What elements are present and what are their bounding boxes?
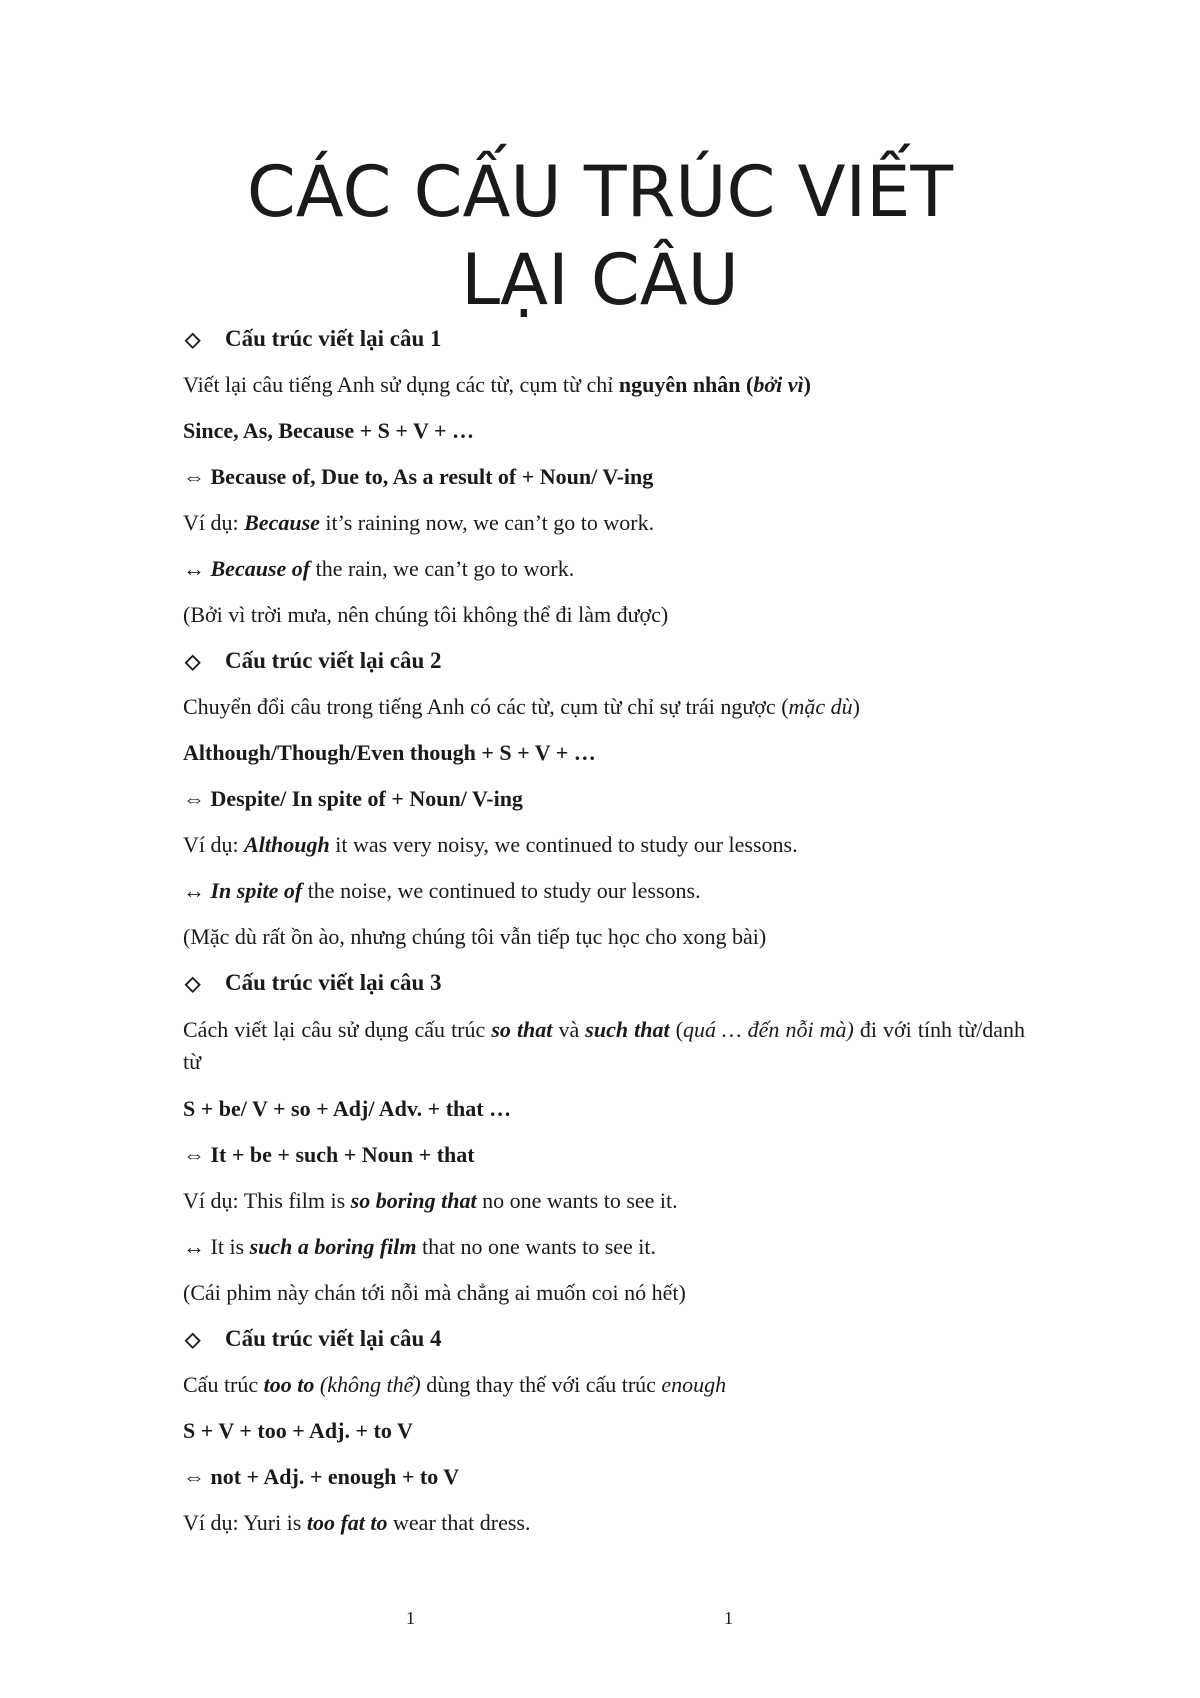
- example-sentence: Ví dụ: This film is so boring that no one wants to see it.: [183, 1188, 678, 1213]
- formula-line: Since, As, Because + S + V + …: [183, 418, 475, 443]
- section-heading: ◇ Cấu trúc viết lại câu 3: [183, 968, 1025, 998]
- rewritten-sentence: ↔ In spite of the noise, we continued to study our lessons.: [183, 878, 701, 903]
- diamond-bullet-icon: ◇: [185, 973, 201, 995]
- section-description: Cách viết lại câu sử dụng cấu trúc so that và such that (quá … đến nỗi mà) đi với tính từ/danh từ: [183, 1017, 1026, 1074]
- formula-line: S + V + too + Adj. + to V: [183, 1418, 413, 1443]
- formula-equivalent: ⇔ Because of, Due to, As a result of + Noun/ V-ing: [183, 464, 654, 489]
- title-line-2: LẠI CÂU: [461, 239, 739, 321]
- translation: (Cái phim này chán tới nỗi mà chẳng ai muốn coi nó hết): [183, 1280, 686, 1305]
- document-body: [183, 324, 1025, 1554]
- section-description: Chuyển đổi câu trong tiếng Anh có các từ, cụm từ chỉ sự trái ngược (mặc dù): [183, 694, 860, 719]
- translation: (Mặc dù rất ồn ào, nhưng chúng tôi vẫn tiếp tục học cho xong bài): [183, 924, 767, 949]
- formula-equivalent: ⇔ It + be + such + Noun + that: [183, 1142, 475, 1167]
- formula-equivalent: ⇔ not + Adj. + enough + to V: [183, 1464, 460, 1489]
- diamond-bullet-icon: ◇: [185, 651, 201, 673]
- rewritten-sentence: ↔ Because of the rain, we can’t go to work.: [183, 556, 575, 581]
- section-description: Viết lại câu tiếng Anh sử dụng các từ, cụm từ chỉ nguyên nhân (bởi vì): [183, 372, 811, 397]
- page-number-left: 1: [406, 1608, 415, 1628]
- section-heading: ◇ Cấu trúc viết lại câu 4: [183, 1324, 1025, 1354]
- section-heading: ◇ Cấu trúc viết lại câu 1: [183, 324, 1025, 354]
- section-heading: ◇ Cấu trúc viết lại câu 2: [183, 646, 1025, 676]
- page-title: [0, 148, 1200, 324]
- rewritten-sentence: ↔ It is such a boring film that no one wants to see it.: [183, 1234, 657, 1259]
- section-description: Cấu trúc too to (không thể) dùng thay thế với cấu trúc enough: [183, 1372, 727, 1397]
- diamond-bullet-icon: ◇: [185, 1329, 201, 1351]
- page-number-right: 1: [724, 1608, 733, 1628]
- example-sentence: Ví dụ: Yuri is too fat to wear that dress.: [183, 1510, 531, 1535]
- formula-equivalent: ⇔ Despite/ In spite of + Noun/ V-ing: [183, 786, 523, 811]
- formula-line: Although/Though/Even though + S + V + …: [183, 740, 596, 765]
- example-sentence: Ví dụ: Although it was very noisy, we continued to study our lessons.: [183, 832, 798, 857]
- translation: (Bởi vì trời mưa, nên chúng tôi không thể đi làm được): [183, 602, 669, 627]
- example-sentence: Ví dụ: Because it’s raining now, we can’t go to work.: [183, 510, 655, 535]
- diamond-bullet-icon: ◇: [185, 329, 201, 351]
- formula-line: S + be/ V + so + Adj/ Adv. + that …: [183, 1096, 512, 1121]
- title-line-1: CÁC CẤU TRÚC VIẾT: [246, 151, 954, 233]
